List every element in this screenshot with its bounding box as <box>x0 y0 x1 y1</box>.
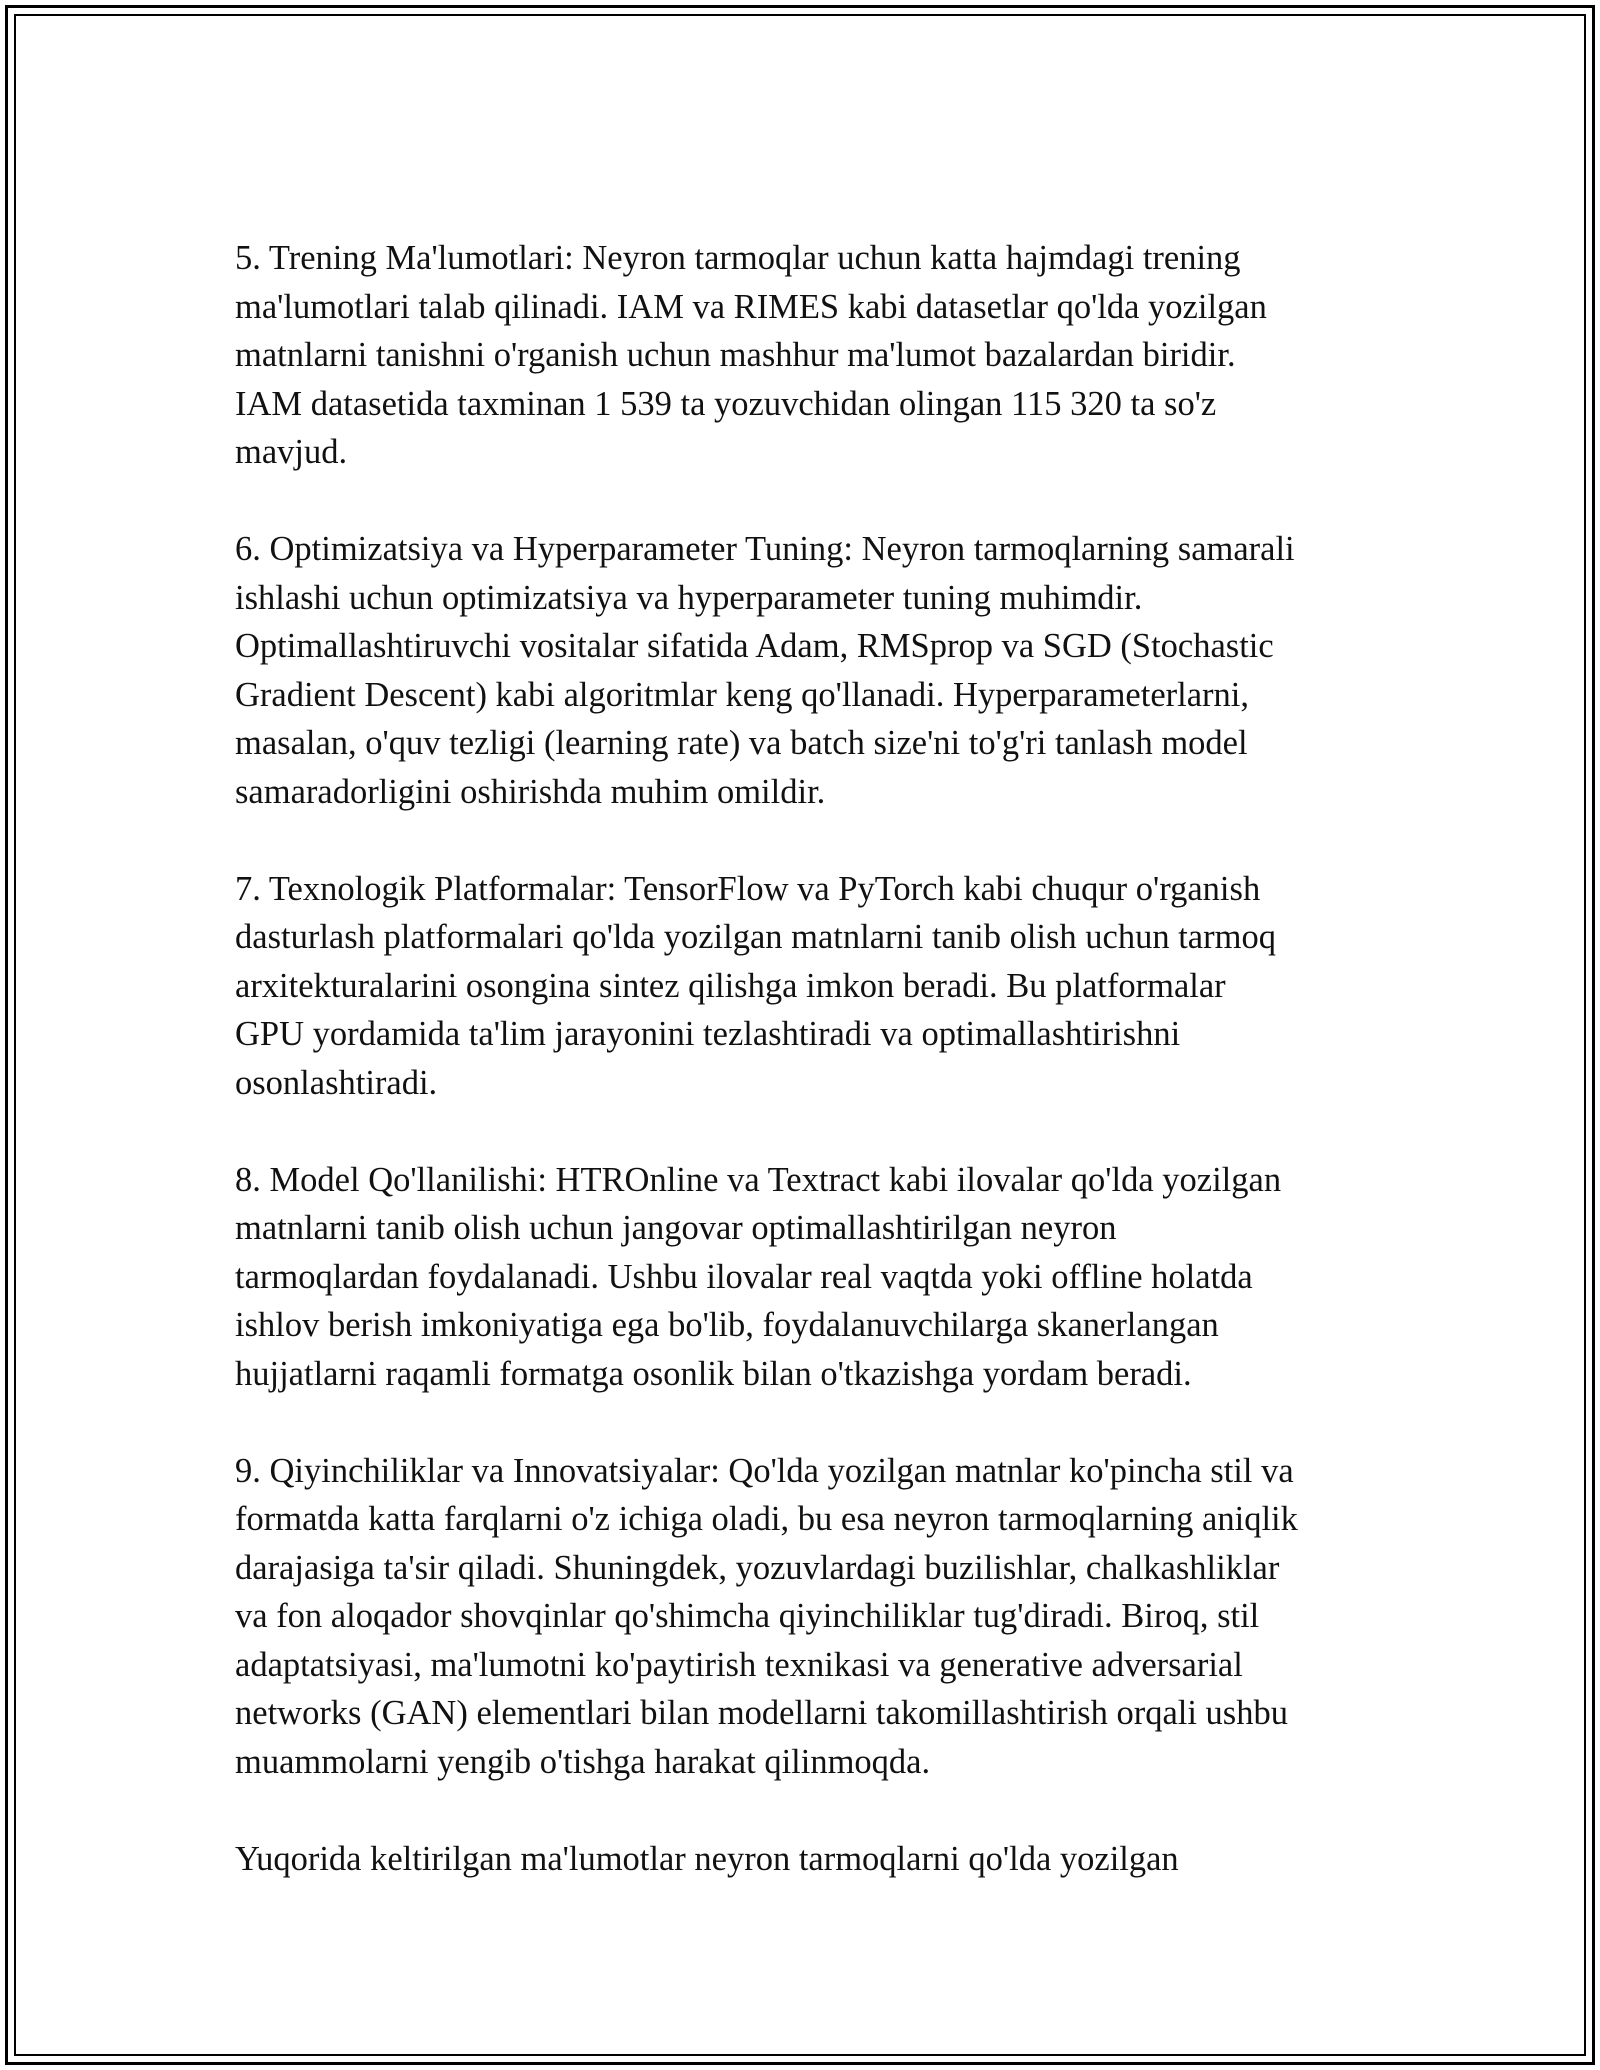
paragraph-summary: Yuqorida keltirilgan ma'lumotlar neyron tarmoqlarni qo'lda yozilgan <box>235 1839 1179 1878</box>
document-body <box>235 234 1375 1932</box>
paragraph-model-usage: 8. Model Qo'llanilishi: HTROnline va Textract kabi ilovalar qo'lda yozilgan matnlarni tanib olish uchun jangovar optimallashtirilgan neyron tarmoqlardan foydalanadi. Ushbu ilovalar real vaqtda yoki offline holatda ishlov berish imkoniyatiga ega bo'lib, foydalanuvchilarga skanerlangan hujjatlarni raqamli formatga osonlik bilan o'tkazishga yordam beradi. <box>235 1160 1282 1393</box>
paragraph-optimization: 6. Optimizatsiya va Hyperparameter Tuning: Neyron tarmoqlarning samarali ishlashi uchun optimizatsiya va hyperparameter tuning muhimdir. Optimallashtiruvchi vositalar sifatida Adam, RMSprop va SGD (Stochastic Gradient Descent) kabi algoritmlar keng qo'llanadi. Hyperparameterlarni, masalan, o'quv tezligi (learning rate) va batch size'ni to'g'ri tanlash model samaradorligini oshirishda muhim omildir. <box>235 530 1295 811</box>
paragraph-challenges: 9. Qiyinchiliklar va Innovatsiyalar: Qo'lda yozilgan matnlar ko'pincha stil va formatda katta farqlarni o'z ichiga oladi, bu esa neyron tarmoqlarning aniqlik darajasiga ta'sir qiladi. Shuningdek, yozuvlardagi buzilishlar, chalkashliklar va fon aloqador shovqinlar qo'shimcha qiyinchiliklar tug'diradi. Biroq, stil adaptatsiyasi, ma'lumotni ko'paytirish texnikasi va generative adversarial networks (GAN) elementlari bilan modellarni takomillashtirish orqali ushbu muammolarni yengib o'tishga harakat qilinmoqda. <box>235 1451 1298 1781</box>
paragraph-training-data: 5. Trening Ma'lumotlari: Neyron tarmoqlar uchun katta hajmdagi trening ma'lumotlari talab qilinadi. IAM va RIMES kabi datasetlar qo'lda yozilgan matnlarni tanishni o'rganish uchun mashhur ma'lumot bazalardan biridir. IAM datasetida taxminan 1 539 ta yozuvchidan olingan 115 320 ta so'z mavjud. <box>235 239 1267 471</box>
paragraph-tech-platforms: 7. Texnologik Platformalar: TensorFlow va PyTorch kabi chuqur o'rganish dasturlash platformalari qo'lda yozilgan matnlarni tanib olish uchun tarmoq arxitekturalarini osongina sintez qilishga imkon beradi. Bu platformalar GPU yordamida ta'lim jarayonini tezlashtiradi va optimallashtirishni osonlashtiradi. <box>235 869 1276 1102</box>
